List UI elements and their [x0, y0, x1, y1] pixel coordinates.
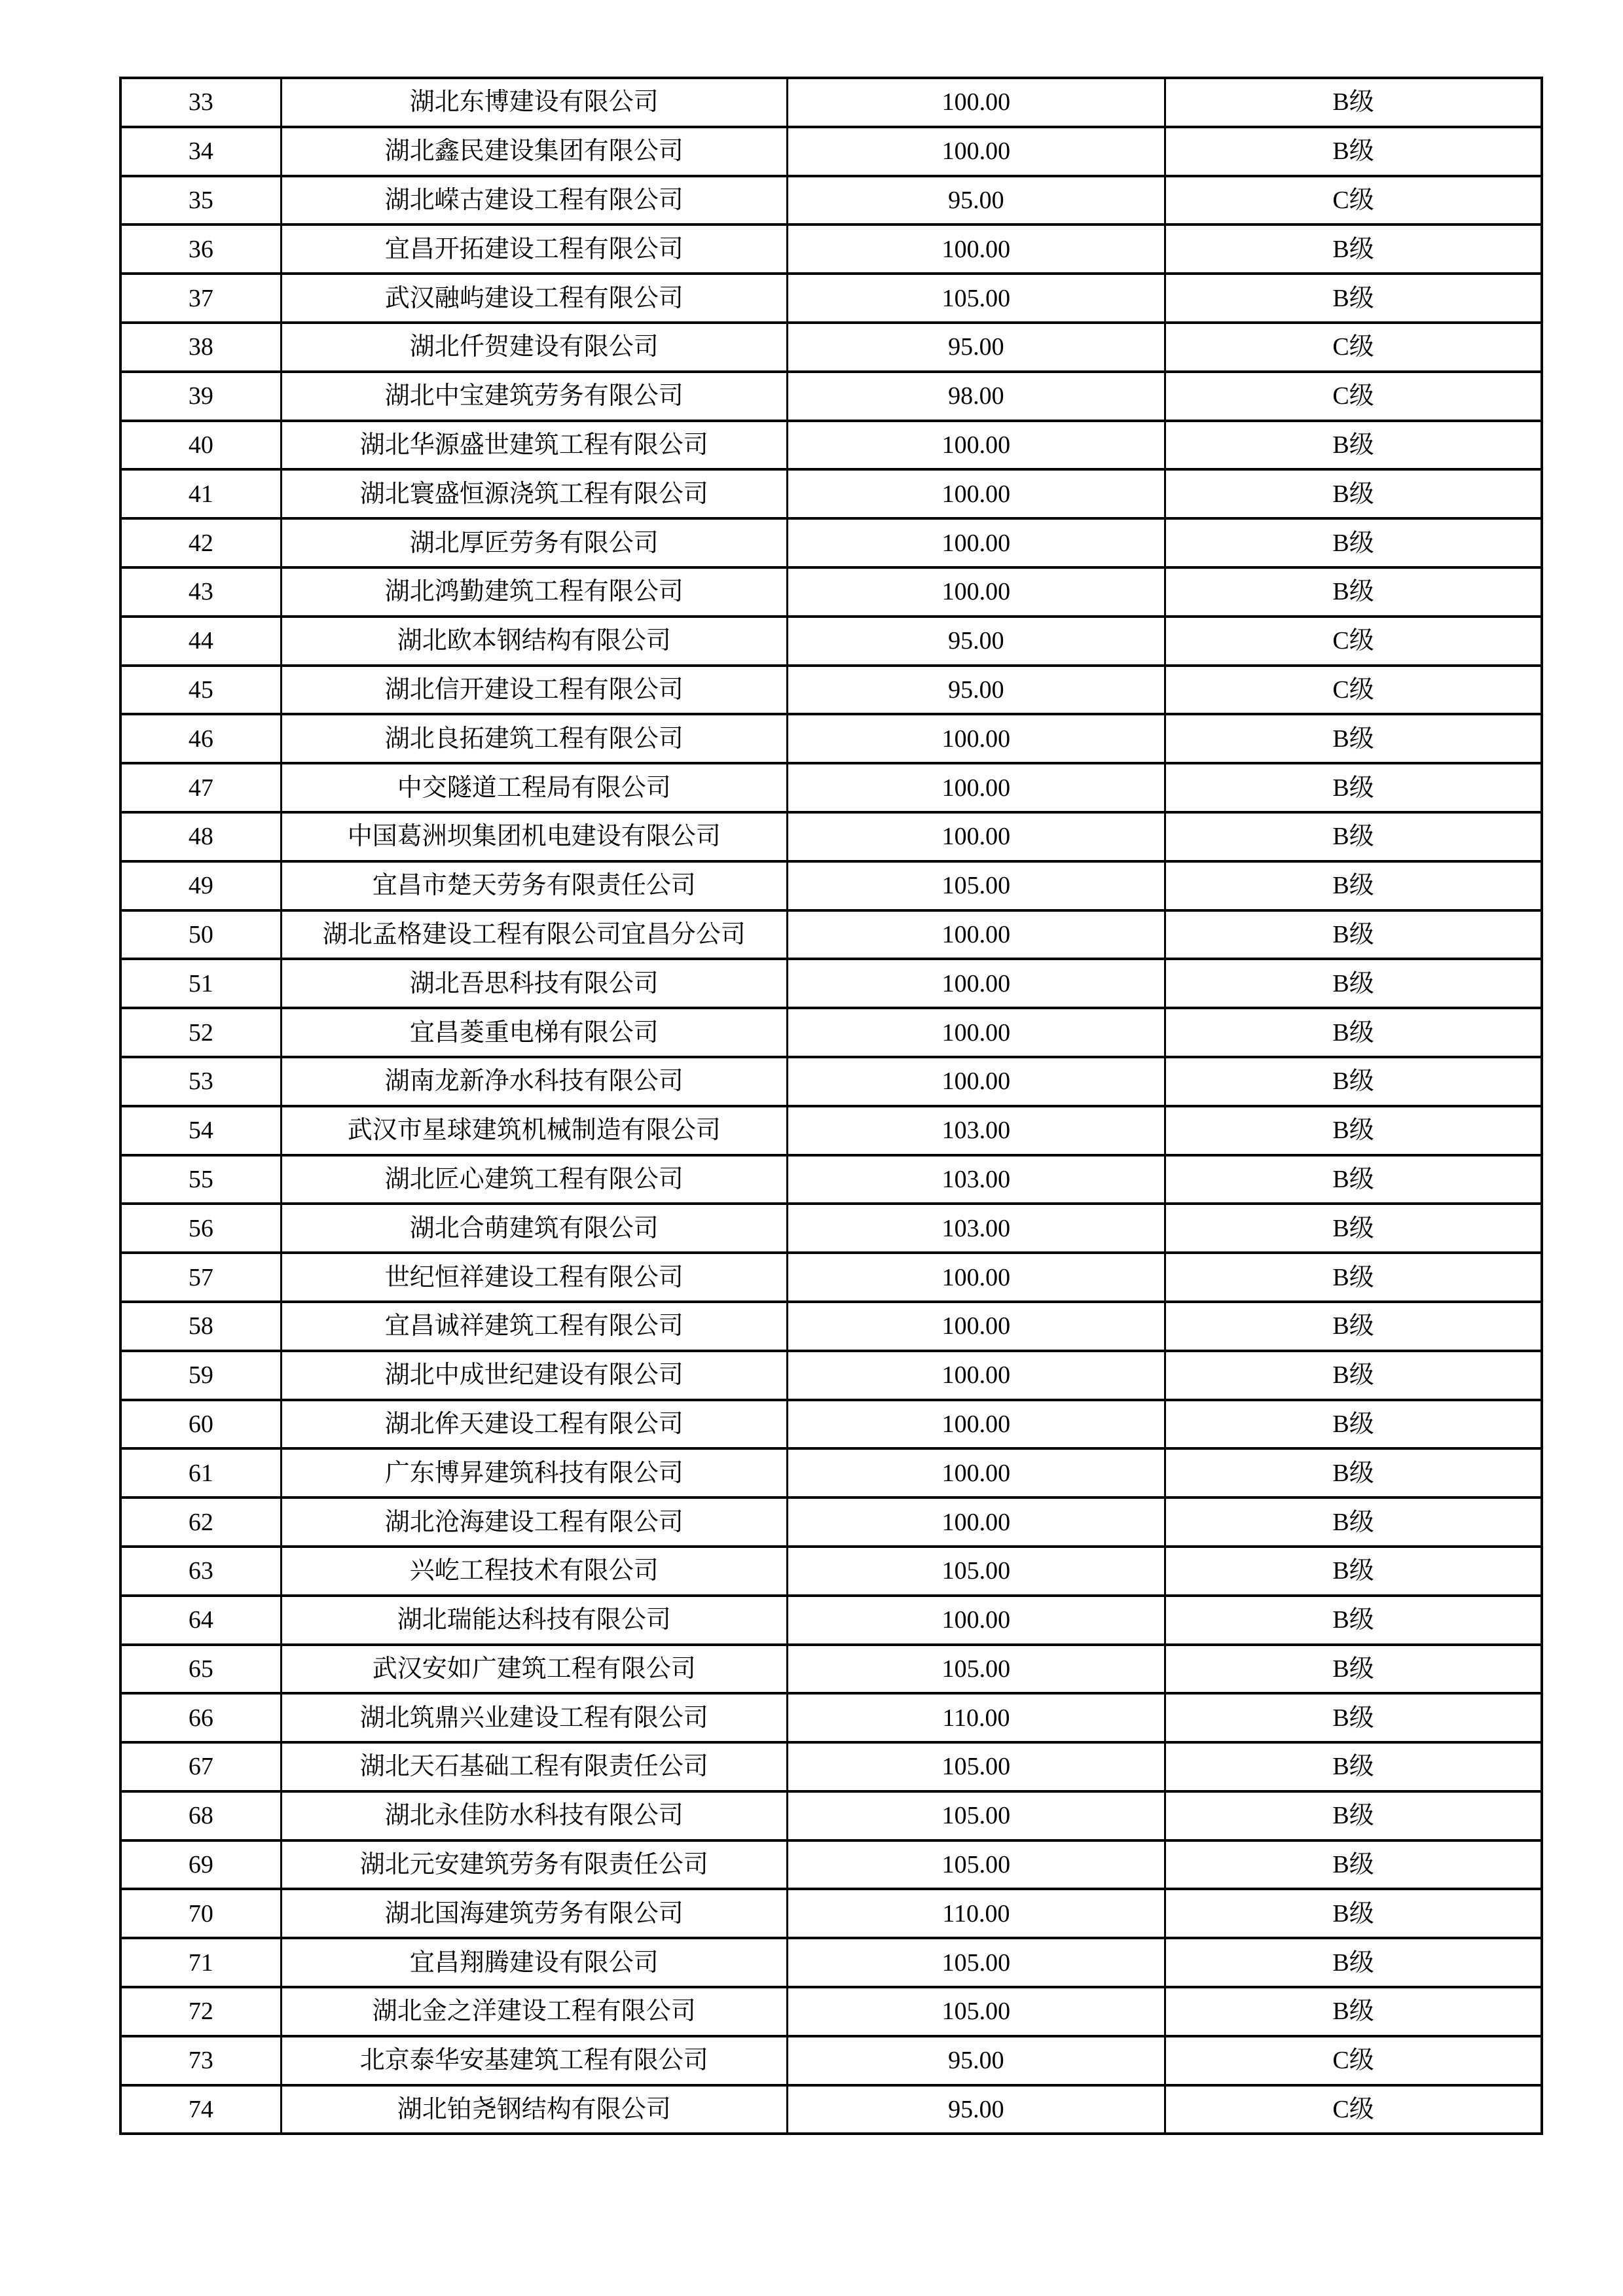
company-name-cell: 宜昌市楚天劳务有限责任公司 [281, 861, 787, 910]
row-number-cell: 66 [120, 1693, 281, 1742]
grade-cell: B级 [1165, 812, 1542, 861]
table-row [120, 127, 1542, 176]
score-cell: 105.00 [787, 1938, 1165, 1987]
row-number-cell: 44 [120, 617, 281, 666]
grade-cell: B级 [1165, 1448, 1542, 1498]
company-name-cell: 兴屹工程技术有限公司 [281, 1547, 787, 1596]
score-cell: 100.00 [787, 1057, 1165, 1106]
score-cell: 110.00 [787, 1889, 1165, 1938]
score-cell: 105.00 [787, 1547, 1165, 1596]
grade-cell: B级 [1165, 861, 1542, 910]
table-row [120, 1791, 1542, 1840]
table-row [120, 1645, 1542, 1694]
score-cell: 105.00 [787, 1987, 1165, 2036]
company-name-cell: 湖北吾思科技有限公司 [281, 959, 787, 1008]
score-cell: 98.00 [787, 372, 1165, 421]
table-row [120, 1400, 1542, 1449]
company-name-cell: 湖北寰盛恒源浇筑工程有限公司 [281, 469, 787, 518]
grade-cell: B级 [1165, 1547, 1542, 1596]
company-name-cell: 湖北元安建筑劳务有限责任公司 [281, 1840, 787, 1890]
grade-cell: B级 [1165, 469, 1542, 518]
row-number-cell: 51 [120, 959, 281, 1008]
company-name-cell: 湖北鸿勤建筑工程有限公司 [281, 567, 787, 617]
company-name-cell: 湖北良拓建筑工程有限公司 [281, 714, 787, 763]
company-name-cell: 湖北中成世纪建设有限公司 [281, 1351, 787, 1400]
table-row [120, 763, 1542, 812]
grade-cell: B级 [1165, 1987, 1542, 2036]
company-name-cell: 湖北中宝建筑劳务有限公司 [281, 372, 787, 421]
company-name-cell: 宜昌菱重电梯有限公司 [281, 1008, 787, 1057]
grade-cell: B级 [1165, 1938, 1542, 1987]
row-number-cell: 59 [120, 1351, 281, 1400]
score-cell: 100.00 [787, 127, 1165, 176]
score-cell: 95.00 [787, 617, 1165, 666]
row-number-cell: 53 [120, 1057, 281, 1106]
grade-cell: B级 [1165, 1498, 1542, 1547]
row-number-cell: 47 [120, 763, 281, 812]
score-cell: 105.00 [787, 1742, 1165, 1791]
table-row [120, 1057, 1542, 1106]
row-number-cell: 41 [120, 469, 281, 518]
company-name-cell: 湖北嵘古建设工程有限公司 [281, 176, 787, 225]
score-cell: 95.00 [787, 2085, 1165, 2134]
table-row [120, 567, 1542, 617]
grade-cell: B级 [1165, 421, 1542, 470]
table-row [120, 2036, 1542, 2085]
score-cell: 105.00 [787, 274, 1165, 323]
table-row [120, 1204, 1542, 1253]
row-number-cell: 72 [120, 1987, 281, 2036]
table-row [120, 421, 1542, 470]
score-cell: 100.00 [787, 763, 1165, 812]
row-number-cell: 57 [120, 1253, 281, 1302]
score-cell: 103.00 [787, 1204, 1165, 1253]
company-name-cell: 湖北金之洋建设工程有限公司 [281, 1987, 787, 2036]
score-cell: 100.00 [787, 224, 1165, 274]
grade-cell: B级 [1165, 224, 1542, 274]
table-row [120, 1498, 1542, 1547]
score-cell: 95.00 [787, 666, 1165, 715]
grade-cell: B级 [1165, 1204, 1542, 1253]
grade-cell: B级 [1165, 1351, 1542, 1400]
score-cell: 100.00 [787, 1351, 1165, 1400]
table-body [120, 78, 1542, 2134]
row-number-cell: 35 [120, 176, 281, 225]
grade-cell: B级 [1165, 1645, 1542, 1694]
row-number-cell: 46 [120, 714, 281, 763]
table-row [120, 1547, 1542, 1596]
company-name-cell: 湖北合萌建筑有限公司 [281, 1204, 787, 1253]
row-number-cell: 43 [120, 567, 281, 617]
row-number-cell: 42 [120, 518, 281, 567]
score-cell: 100.00 [787, 1400, 1165, 1449]
table-row [120, 274, 1542, 323]
grade-cell: B级 [1165, 763, 1542, 812]
grade-cell: B级 [1165, 567, 1542, 617]
grade-cell: C级 [1165, 617, 1542, 666]
row-number-cell: 55 [120, 1155, 281, 1204]
grade-cell: B级 [1165, 1791, 1542, 1840]
row-number-cell: 74 [120, 2085, 281, 2134]
score-cell: 105.00 [787, 1645, 1165, 1694]
table-row [120, 1840, 1542, 1890]
grade-cell: C级 [1165, 2036, 1542, 2085]
row-number-cell: 34 [120, 127, 281, 176]
score-cell: 103.00 [787, 1106, 1165, 1155]
grade-cell: B级 [1165, 1596, 1542, 1645]
company-name-cell: 湖南龙新净水科技有限公司 [281, 1057, 787, 1106]
score-cell: 100.00 [787, 518, 1165, 567]
row-number-cell: 50 [120, 910, 281, 960]
company-name-cell: 武汉安如广建筑工程有限公司 [281, 1645, 787, 1694]
table-row [120, 1302, 1542, 1351]
table-row [120, 1008, 1542, 1057]
company-name-cell: 宜昌开拓建设工程有限公司 [281, 224, 787, 274]
credit-rating-table [119, 77, 1543, 2135]
table-row [120, 1155, 1542, 1204]
table-row [120, 714, 1542, 763]
score-cell: 100.00 [787, 714, 1165, 763]
table-row [120, 1106, 1542, 1155]
table-row [120, 1351, 1542, 1400]
grade-cell: B级 [1165, 1302, 1542, 1351]
score-cell: 105.00 [787, 1791, 1165, 1840]
company-name-cell: 湖北沧海建设工程有限公司 [281, 1498, 787, 1547]
table-row [120, 1693, 1542, 1742]
company-name-cell: 湖北国海建筑劳务有限公司 [281, 1889, 787, 1938]
score-cell: 100.00 [787, 1253, 1165, 1302]
grade-cell: B级 [1165, 1400, 1542, 1449]
row-number-cell: 69 [120, 1840, 281, 1890]
table-row [120, 617, 1542, 666]
company-name-cell: 宜昌诚祥建筑工程有限公司 [281, 1302, 787, 1351]
grade-cell: C级 [1165, 372, 1542, 421]
table-row [120, 323, 1542, 372]
row-number-cell: 37 [120, 274, 281, 323]
company-name-cell: 世纪恒祥建设工程有限公司 [281, 1253, 787, 1302]
table-row [120, 1596, 1542, 1645]
company-name-cell: 中国葛洲坝集团机电建设有限公司 [281, 812, 787, 861]
grade-cell: C级 [1165, 666, 1542, 715]
grade-cell: B级 [1165, 78, 1542, 127]
score-cell: 100.00 [787, 469, 1165, 518]
row-number-cell: 61 [120, 1448, 281, 1498]
grade-cell: B级 [1165, 127, 1542, 176]
grade-cell: B级 [1165, 1889, 1542, 1938]
score-cell: 95.00 [787, 2036, 1165, 2085]
row-number-cell: 58 [120, 1302, 281, 1351]
table-row [120, 1448, 1542, 1498]
company-name-cell: 武汉融屿建设工程有限公司 [281, 274, 787, 323]
score-cell: 100.00 [787, 78, 1165, 127]
row-number-cell: 67 [120, 1742, 281, 1791]
table-row [120, 469, 1542, 518]
score-cell: 105.00 [787, 861, 1165, 910]
row-number-cell: 65 [120, 1645, 281, 1694]
score-cell: 105.00 [787, 1840, 1165, 1890]
row-number-cell: 68 [120, 1791, 281, 1840]
grade-cell: B级 [1165, 518, 1542, 567]
row-number-cell: 40 [120, 421, 281, 470]
table-row [120, 176, 1542, 225]
table-row [120, 78, 1542, 127]
table-row [120, 959, 1542, 1008]
company-name-cell: 北京泰华安基建筑工程有限公司 [281, 2036, 787, 2085]
row-number-cell: 52 [120, 1008, 281, 1057]
grade-cell: B级 [1165, 1840, 1542, 1890]
table-row [120, 224, 1542, 274]
row-number-cell: 54 [120, 1106, 281, 1155]
row-number-cell: 73 [120, 2036, 281, 2085]
score-cell: 100.00 [787, 812, 1165, 861]
score-cell: 100.00 [787, 1448, 1165, 1498]
company-name-cell: 湖北华源盛世建筑工程有限公司 [281, 421, 787, 470]
grade-cell: B级 [1165, 1008, 1542, 1057]
company-name-cell: 湖北永佳防水科技有限公司 [281, 1791, 787, 1840]
grade-cell: C级 [1165, 176, 1542, 225]
row-number-cell: 56 [120, 1204, 281, 1253]
grade-cell: C级 [1165, 2085, 1542, 2134]
row-number-cell: 38 [120, 323, 281, 372]
score-cell: 100.00 [787, 959, 1165, 1008]
grade-cell: B级 [1165, 714, 1542, 763]
row-number-cell: 60 [120, 1400, 281, 1449]
row-number-cell: 70 [120, 1889, 281, 1938]
company-name-cell: 湖北铂尧钢结构有限公司 [281, 2085, 787, 2134]
row-number-cell: 36 [120, 224, 281, 274]
score-cell: 100.00 [787, 567, 1165, 617]
score-cell: 100.00 [787, 1008, 1165, 1057]
score-cell: 103.00 [787, 1155, 1165, 1204]
company-name-cell: 广东博昇建筑科技有限公司 [281, 1448, 787, 1498]
company-name-cell: 湖北瑞能达科技有限公司 [281, 1596, 787, 1645]
grade-cell: B级 [1165, 910, 1542, 960]
table-row [120, 1253, 1542, 1302]
table-row [120, 1889, 1542, 1938]
row-number-cell: 33 [120, 78, 281, 127]
score-cell: 95.00 [787, 176, 1165, 225]
score-cell: 100.00 [787, 910, 1165, 960]
company-name-cell: 武汉市星球建筑机械制造有限公司 [281, 1106, 787, 1155]
grade-cell: B级 [1165, 959, 1542, 1008]
grade-cell: B级 [1165, 1106, 1542, 1155]
score-cell: 100.00 [787, 1498, 1165, 1547]
grade-cell: B级 [1165, 1693, 1542, 1742]
table-row [120, 1742, 1542, 1791]
row-number-cell: 64 [120, 1596, 281, 1645]
score-cell: 110.00 [787, 1693, 1165, 1742]
row-number-cell: 49 [120, 861, 281, 910]
table-row [120, 1938, 1542, 1987]
score-cell: 100.00 [787, 1596, 1165, 1645]
table-row [120, 2085, 1542, 2134]
row-number-cell: 45 [120, 666, 281, 715]
grade-cell: B级 [1165, 1057, 1542, 1106]
row-number-cell: 48 [120, 812, 281, 861]
company-name-cell: 湖北欧本钢结构有限公司 [281, 617, 787, 666]
company-name-cell: 湖北仟贺建设有限公司 [281, 323, 787, 372]
table-row [120, 812, 1542, 861]
company-name-cell: 湖北东博建设有限公司 [281, 78, 787, 127]
grade-cell: B级 [1165, 1742, 1542, 1791]
row-number-cell: 63 [120, 1547, 281, 1596]
score-cell: 100.00 [787, 421, 1165, 470]
table-row [120, 861, 1542, 910]
company-name-cell: 湖北信开建设工程有限公司 [281, 666, 787, 715]
company-name-cell: 湖北鑫民建设集团有限公司 [281, 127, 787, 176]
company-name-cell: 湖北天石基础工程有限责任公司 [281, 1742, 787, 1791]
company-name-cell: 湖北侔天建设工程有限公司 [281, 1400, 787, 1449]
company-name-cell: 中交隧道工程局有限公司 [281, 763, 787, 812]
row-number-cell: 71 [120, 1938, 281, 1987]
table-row [120, 1987, 1542, 2036]
row-number-cell: 62 [120, 1498, 281, 1547]
company-name-cell: 湖北孟格建设工程有限公司宜昌分公司 [281, 910, 787, 960]
table-row [120, 518, 1542, 567]
company-name-cell: 湖北厚匠劳务有限公司 [281, 518, 787, 567]
table-row [120, 666, 1542, 715]
row-number-cell: 39 [120, 372, 281, 421]
company-name-cell: 宜昌翔腾建设有限公司 [281, 1938, 787, 1987]
grade-cell: B级 [1165, 274, 1542, 323]
company-name-cell: 湖北筑鼎兴业建设工程有限公司 [281, 1693, 787, 1742]
table-row [120, 372, 1542, 421]
score-cell: 95.00 [787, 323, 1165, 372]
grade-cell: B级 [1165, 1155, 1542, 1204]
company-name-cell: 湖北匠心建筑工程有限公司 [281, 1155, 787, 1204]
score-cell: 100.00 [787, 1302, 1165, 1351]
grade-cell: B级 [1165, 1253, 1542, 1302]
grade-cell: C级 [1165, 323, 1542, 372]
table-row [120, 910, 1542, 960]
